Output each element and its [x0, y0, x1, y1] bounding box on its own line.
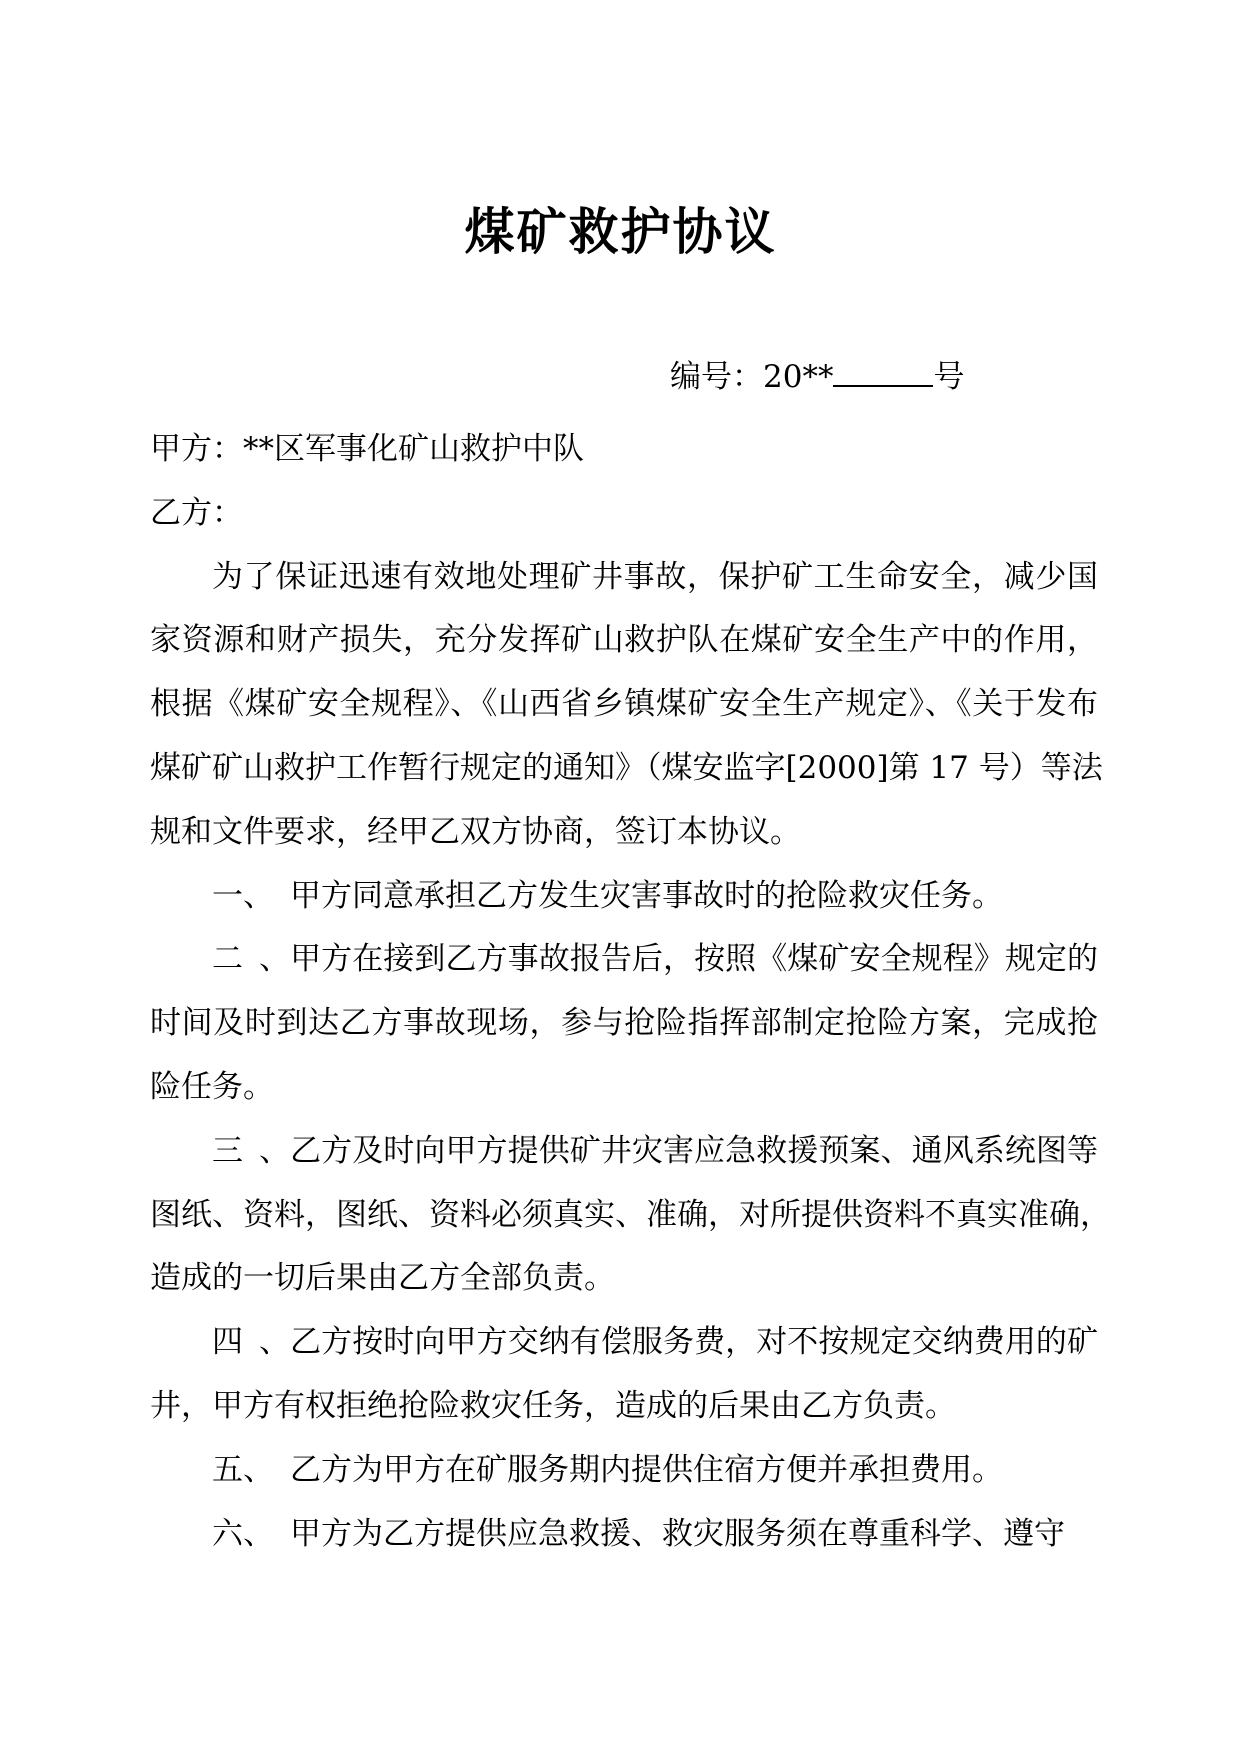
text-line: 为了保证迅速有效地处理矿井事故，保护矿工生命安全，减少国 — [212, 558, 1098, 595]
party-a: 甲方：**区军事化矿山救护中队 — [150, 431, 584, 467]
clause-number: 五、 — [212, 1451, 274, 1488]
clause-2 — [150, 928, 1098, 1119]
clause-number: 四、 — [212, 1324, 290, 1361]
intro-paragraph — [150, 546, 1103, 865]
number-blank — [833, 353, 933, 387]
clause-number: 三、 — [212, 1132, 290, 1169]
clause-3 — [150, 1120, 1111, 1311]
text-line: 造成的一切后果由乙方全部负责。 — [150, 1260, 615, 1297]
clause-number: 一、 — [212, 877, 274, 914]
text-line: 乙方为甲方在矿服务期内提供住宿方便并承担费用。 — [290, 1451, 1003, 1488]
clause-first-line — [150, 1503, 1098, 1567]
text-line: 井，甲方有权拒绝抢险救灾任务，造成的后果由乙方负责。 — [150, 1387, 956, 1424]
clause-number: 六、 — [212, 1515, 274, 1552]
text-line: 险任务。 — [150, 1068, 274, 1105]
clause-first-line — [150, 1439, 1098, 1503]
text-line: 乙方按时向甲方交纳有偿服务费，对不按规定交纳费用的矿 — [290, 1324, 1098, 1361]
text-line: 根据《煤矿安全规程》、《山西省乡镇煤矿安全生产规定》、《关于发布 — [150, 686, 1098, 723]
number-suffix: 号 — [933, 359, 965, 395]
text-line: 甲方为乙方提供应急救援、救灾服务须在尊重科学、遵守 — [290, 1515, 1065, 1552]
text-line: 甲方同意承担乙方发生灾害事故时的抢险救灾任务。 — [290, 877, 1003, 914]
clause-5 — [150, 1439, 1098, 1503]
text-line: 图纸、资料，图纸、资料必须真实、准确，对所提供资料不真实准确， — [150, 1196, 1111, 1233]
clause-1 — [150, 865, 1098, 929]
clause-first-line — [150, 1120, 1098, 1184]
text-line: 家资源和财产损失，充分发挥矿山救护队在煤矿安全生产中的作用， — [150, 622, 1098, 659]
party-b: 乙方： — [150, 494, 243, 531]
clause-first-line — [150, 928, 1098, 992]
clause-first-line — [150, 1311, 1098, 1375]
clause-6 — [150, 1503, 1098, 1567]
text-line: 煤矿矿山救护工作暂行规定的通知》（煤安监字[2000]第 17 号）等法 — [150, 749, 1103, 786]
document-body — [150, 418, 1111, 1566]
text-line: 甲方在接到乙方事故报告后，按照《煤矿安全规程》规定的 — [290, 941, 1098, 978]
clause-4 — [150, 1311, 1098, 1439]
document-title: 煤矿救护协议 — [464, 203, 777, 261]
text-line: 时间及时到达乙方事故现场，参与抢险指挥部制定抢险方案，完成抢 — [150, 1005, 1098, 1042]
document-number — [670, 352, 964, 402]
text-line: 规和文件要求，经甲乙双方协商，签订本协议。 — [150, 813, 801, 850]
text-line: 乙方及时向甲方提供矿井灾害应急救援预案、通风系统图等 — [290, 1132, 1098, 1169]
clause-number: 二、 — [212, 941, 290, 978]
clause-first-line — [150, 865, 1098, 929]
number-prefix: 编号：20** — [670, 359, 834, 395]
